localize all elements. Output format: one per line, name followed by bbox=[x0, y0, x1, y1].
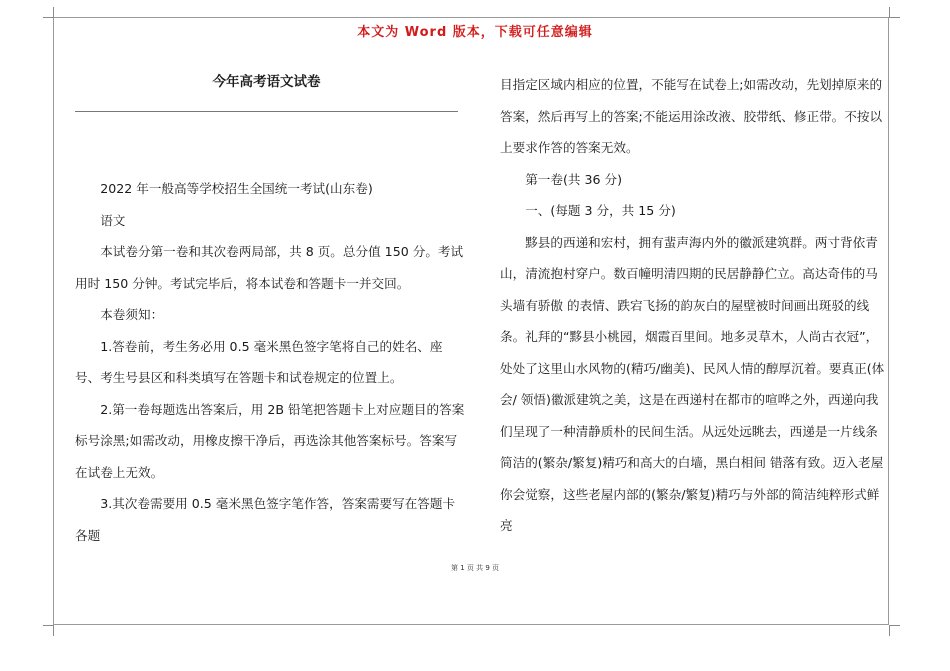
notice-heading: 本卷须知： bbox=[100, 307, 164, 322]
reading-passage: 黟县的西递和宏村，拥有蜚声海内外的徽派建筑群。两寸背依青山，清流抱村穿户。数百幢明清四期的民居静静伫立。高达奇伟的马头墙有骄傲 的表情、跌宕飞扬的韵灰白的屋壁被时间画出斑驳的线条。礼拜的“黟县小桃园，烟霞百里间。地多灵草木，人尚古衣冠”，处处了这里山水风物的(精巧/幽美)、民风人情的醇厚沉着。要真正(体会/ 领悟)徽派建筑之美，这是在西递村在都市的喧哗之外，西递向我们呈现了一种清静质朴的民间生活。从远处远眺去，西递是一片线条简洁的(繁杂/繁复)精巧和高大的白墙，黑白相间 错落有致。迈入老屋你会觉察，这些老屋内部的(繁杂/繁复)精巧与外部的简洁纯粹形式鲜亮 bbox=[500, 234, 885, 533]
crop-mark-top-left bbox=[43, 7, 54, 18]
title-divider bbox=[75, 111, 458, 112]
section-one-heading: 一、(每题 3 分，共 15 分) bbox=[525, 203, 676, 218]
exam-info-paragraph: 本试卷分第一卷和其次卷两局部，共 8 页。总分值 150 分。考试用时 150 分钟。考试完毕后，将本试卷和答题卡一并交回。 bbox=[75, 244, 464, 291]
document-title: 今年高考语文试卷 bbox=[212, 74, 321, 90]
instruction-3-start: 3.其次卷需要用 0.5 毫米黑色签字笔作答，答案需要写在答题卡各题 bbox=[75, 496, 456, 543]
part-one-heading: 第一卷(共 36 分) bbox=[525, 171, 623, 187]
crop-mark-top-right bbox=[889, 7, 900, 18]
instruction-3-continuation: 目指定区域内相应的位置，不能写在试卷上;如需改动，先划掉原来的答案，然后再写上的答案;不能运用涂改液、胶带纸、修正带。不按以上要求作答的答案无效。 bbox=[500, 77, 883, 155]
crop-mark-bottom-right bbox=[889, 625, 900, 636]
page-footer: 第 1 页 共 9 页 bbox=[450, 564, 500, 572]
instruction-2: 2.第一卷每题选出答案后，用 2B 铅笔把答题卡上对应题目的答案标号涂黑;如需改动，用橡皮擦干净后，再选涂其他答案标号。答案写在试卷上无效。 bbox=[75, 401, 465, 480]
word-version-banner: 本文为 Word 版本，下载可任意编辑 bbox=[357, 25, 593, 40]
right-column bbox=[500, 69, 890, 542]
exam-name-paragraph: 2022 年一般高等学校招生全国统一考试(山东卷) bbox=[100, 181, 373, 196]
crop-mark-bottom-left bbox=[43, 625, 54, 636]
left-column bbox=[75, 173, 467, 551]
subject-paragraph: 语文 bbox=[100, 212, 126, 228]
instruction-1: 1.答卷前，考生务必用 0.5 毫米黑色签字笔将自己的姓名、座号、考生号县区和科类填写在答题卡和试卷规定的位置上。 bbox=[75, 338, 443, 385]
